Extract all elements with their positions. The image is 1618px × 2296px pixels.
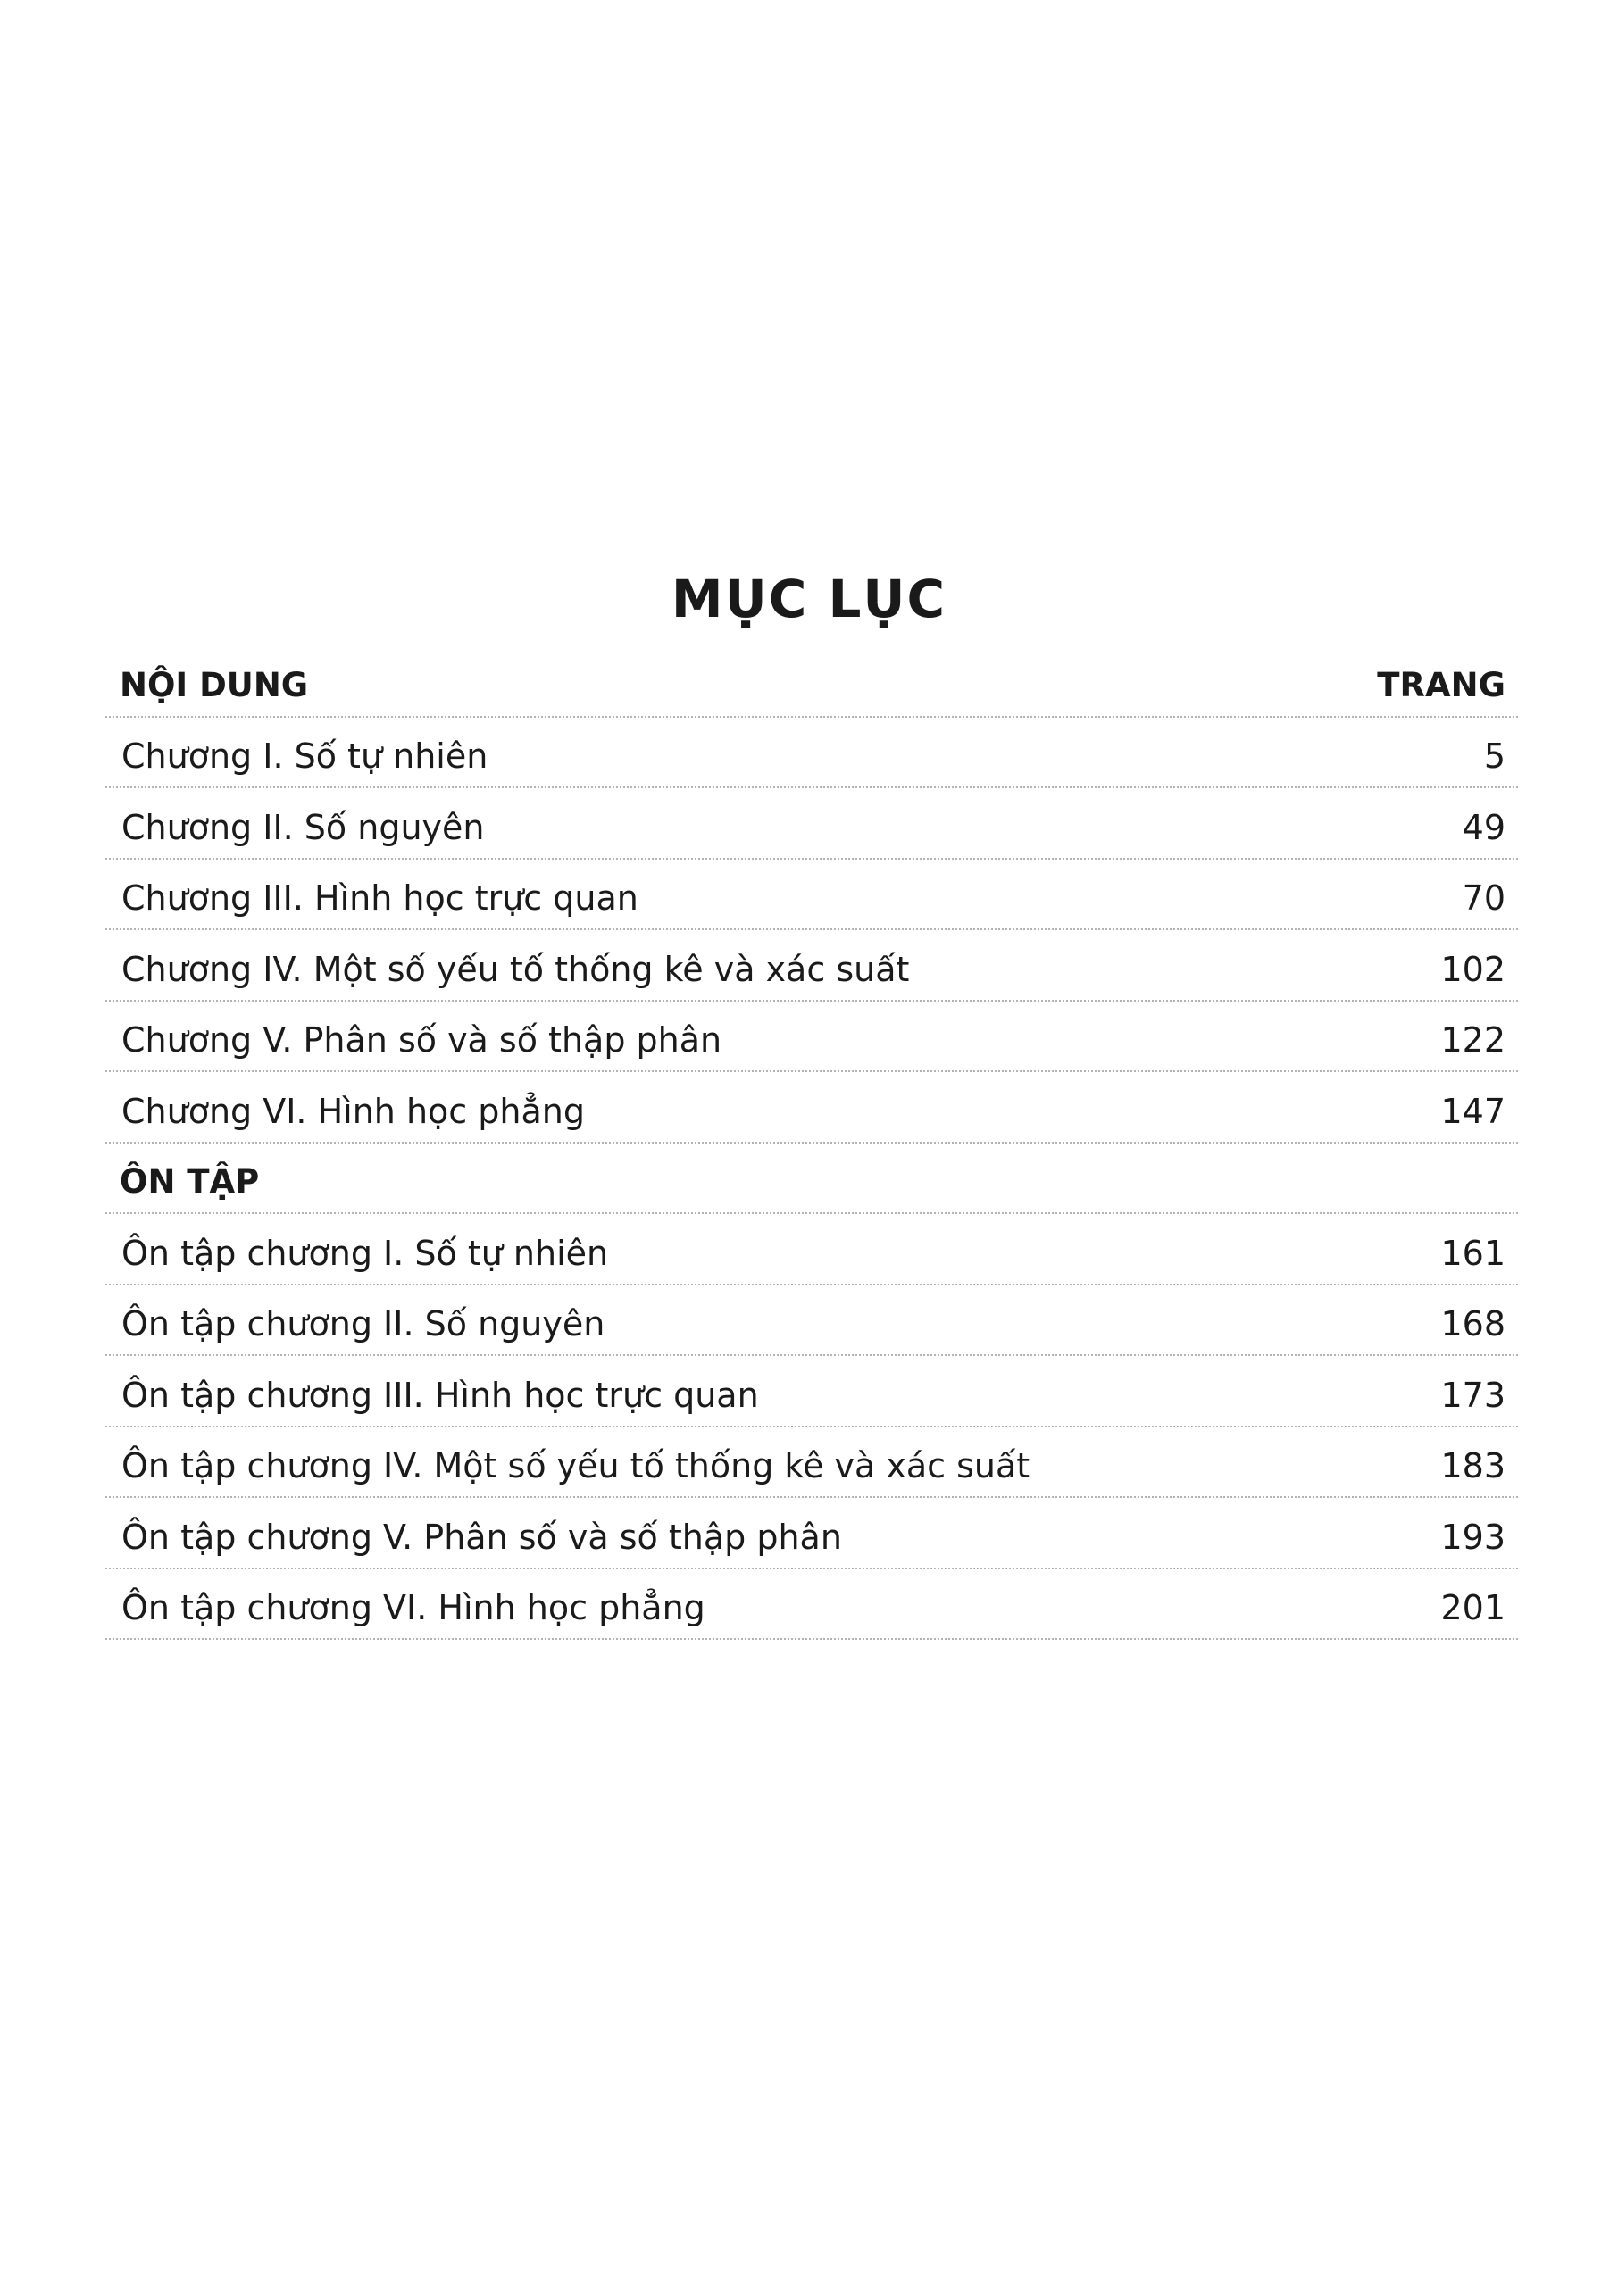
- toc-row-review-1[interactable]: [105, 1214, 1518, 1285]
- toc-entry-page: 70: [1462, 878, 1505, 918]
- toc-entry-page: 102: [1440, 949, 1505, 989]
- toc-row-review-2[interactable]: [105, 1285, 1518, 1357]
- toc-entry-label: Chương I. Số tự nhiên: [121, 736, 488, 776]
- page-column-header: TRANG: [1377, 665, 1505, 704]
- toc-entry-page: 49: [1462, 807, 1505, 847]
- toc-entry-page: 147: [1440, 1091, 1505, 1131]
- toc-entry-page: 122: [1440, 1020, 1505, 1060]
- toc-row-review-3[interactable]: [105, 1356, 1518, 1427]
- toc-entry-label: Ôn tập chương II. Số nguyên: [121, 1304, 605, 1343]
- toc-row-review-4[interactable]: [105, 1427, 1518, 1499]
- toc-entry-page: 183: [1440, 1446, 1505, 1485]
- toc-entry-page: 5: [1483, 736, 1505, 776]
- toc-entry-label: Ôn tập chương I. Số tự nhiên: [121, 1233, 609, 1273]
- toc-row-chapter-6[interactable]: [105, 1072, 1518, 1144]
- toc-entry-label: Ôn tập chương V. Phân số và số thập phân: [121, 1517, 842, 1557]
- toc-entry-label: Ôn tập chương VI. Hình học phẳng: [121, 1588, 705, 1627]
- toc-row-chapter-4[interactable]: [105, 930, 1518, 1002]
- toc-entry-page: 201: [1440, 1588, 1505, 1627]
- toc-entry-page: 173: [1440, 1375, 1505, 1415]
- toc-entry-page: 193: [1440, 1517, 1505, 1557]
- page-title: MỤC LỤC: [671, 569, 947, 629]
- toc-row-chapter-3[interactable]: [105, 860, 1518, 931]
- review-section-heading: ÔN TẬP: [120, 1162, 260, 1201]
- toc-entry-label: Chương V. Phân số và số thập phân: [121, 1020, 722, 1060]
- toc-entry-page: 168: [1440, 1304, 1505, 1343]
- table-of-contents: [105, 646, 1518, 1640]
- toc-entry-label: Ôn tập chương IV. Một số yếu tố thống kê và xác suất: [121, 1446, 1030, 1485]
- toc-header-row: [105, 646, 1518, 718]
- toc-entry-label: Chương IV. Một số yếu tố thống kê và xác suất: [121, 949, 910, 989]
- content-column-header: NỘI DUNG: [120, 665, 309, 704]
- review-section-heading-row: [105, 1144, 1518, 1215]
- toc-entry-label: Chương VI. Hình học phẳng: [121, 1091, 585, 1131]
- toc-row-chapter-1[interactable]: [105, 718, 1518, 789]
- toc-entry-label: Chương III. Hình học trực quan: [121, 878, 638, 918]
- toc-row-chapter-5[interactable]: [105, 1002, 1518, 1073]
- toc-entry-label: Ôn tập chương III. Hình học trực quan: [121, 1375, 759, 1415]
- toc-entry-label: Chương II. Số nguyên: [121, 807, 485, 847]
- toc-entry-page: 161: [1440, 1233, 1505, 1273]
- toc-row-chapter-2[interactable]: [105, 788, 1518, 860]
- toc-row-review-5[interactable]: [105, 1498, 1518, 1569]
- toc-row-review-6[interactable]: [105, 1569, 1518, 1641]
